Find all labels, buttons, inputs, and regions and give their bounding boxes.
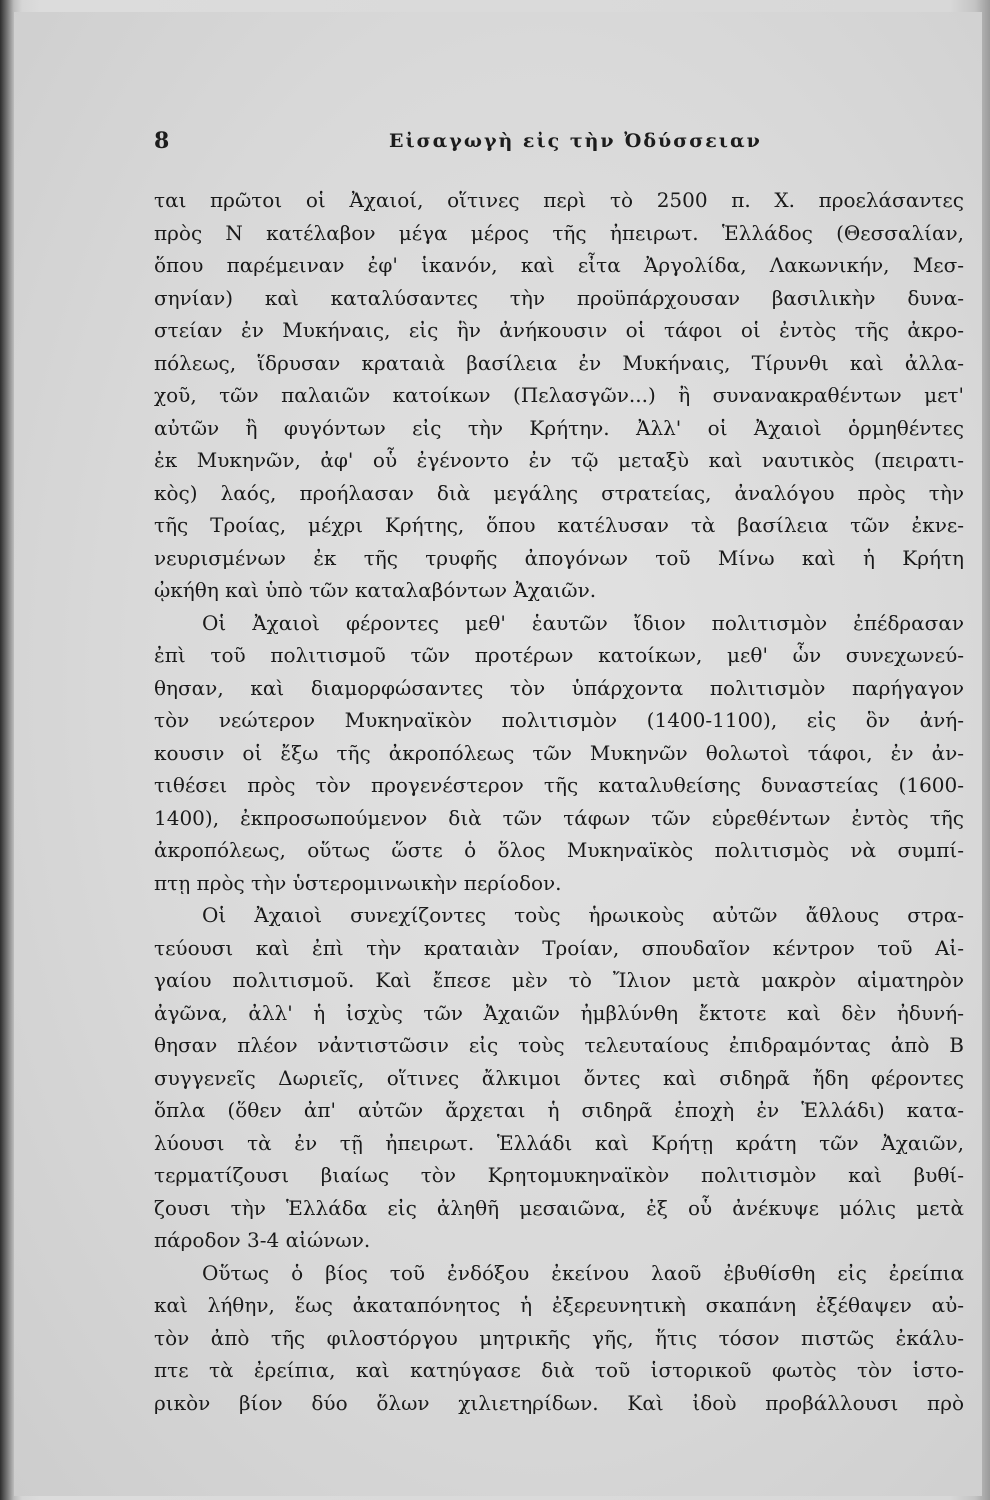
text-line: τὸν ἀπὸ τῆς φιλοστόργου μητρικῆς γῆς, ἥτις τόσον πιστῶς ἐκάλυ-	[154, 1325, 964, 1350]
body-text	[154, 184, 964, 1419]
text-line: σηνίαν) καὶ καταλύσαντες τὴν προϋπάρχουσαν βασιλικὴν δυνα-	[154, 285, 964, 310]
text-line: πτῃ πρὸς τὴν ὑστερομινωικὴν περίοδον.	[154, 870, 562, 895]
text-line: ἀγῶνα, ἀλλ' ἡ ἰσχὺς τῶν Ἀχαιῶν ἠμβλύνθη ἔκτοτε καὶ δὲν ἠδυνή-	[154, 1000, 964, 1025]
text-line: πόλεως, ἵδρυσαν κραταιὰ βασίλεια ἐν Μυκήναις, Τίρυνθι καὶ ἀλλα-	[154, 350, 964, 375]
text-line: ὅπλα (ὅθεν ἀπ' αὐτῶν ἄρχεται ἡ σιδηρᾶ ἐποχὴ ἐν Ἑλλάδι) κατα-	[154, 1098, 964, 1122]
text-line: ἐπὶ τοῦ πολιτισμοῦ τῶν προτέρων κατοίκων, μεθ' ὧν συνεχωνεύ-	[154, 643, 964, 667]
text-line: τιθέσει πρὸς τὸν προγενέστερον τῆς καταλυθείσης δυναστείας (1600-	[154, 773, 964, 797]
book-page	[14, 12, 982, 1496]
page-number: 8	[154, 128, 170, 154]
text-line: ᾠκήθη καὶ ὑπὸ τῶν καταλαβόντων Ἀχαιῶν.	[154, 578, 597, 602]
text-line: τῆς Τροίας, μέχρι Κρήτης, ὅπου κατέλυσαν τὰ βασίλεια τῶν ἐκνε-	[154, 513, 964, 537]
text-line: συγγενεῖς Δωριεῖς, οἵτινες ἄλκιμοι ὄντες καὶ σιδηρᾶ ἤδη φέροντες	[154, 1065, 964, 1090]
text-line: λύουσι τὰ ἐν τῇ ἠπειρωτ. Ἑλλάδι καὶ Κρήτῃ κράτη τῶν Ἀχαιῶν,	[154, 1130, 964, 1155]
text-line: ἐκ Μυκηνῶν, ἀφ' οὗ ἐγένοντο ἐν τῷ μεταξὺ καὶ ναυτικὸς (πειρατι-	[154, 448, 964, 472]
text-line: καὶ λήθην, ἕως ἀκαταπόνητος ἡ ἐξερευνητικὴ σκαπάνη ἐξέθαψεν αὐ-	[154, 1293, 964, 1317]
page-header	[154, 128, 954, 158]
text-line: ἀκροπόλεως, οὕτως ὥστε ὁ ὅλος Μυκηναϊκὸς πολιτισμὸς νὰ συμπί-	[154, 838, 964, 862]
text-line: θησαν, καὶ διαμορφώσαντες τὸν ὑπάρχοντα πολιτισμὸν παρήγαγον	[154, 675, 964, 700]
text-line: αὐτῶν ἢ φυγόντων εἰς τὴν Κρήτην. Ἀλλ' οἱ Ἀχαιοὶ ὁρμηθέντες	[154, 415, 964, 440]
text-line: ρικὸν βίον δύο ὅλων χιλιετηρίδων. Καὶ ἰδοὺ προβάλλουσι πρὸ	[154, 1390, 964, 1415]
text-line: 1400), ἐκπροσωπούμενον διὰ τῶν τάφων τῶν εὑρεθέντων ἐντὸς τῆς	[154, 805, 964, 830]
text-line: Οἱ Ἀχαιοὶ συνεχίζοντες τοὺς ἡρωικοὺς αὐτῶν ἄθλους στρα-	[202, 903, 964, 927]
text-line: θησαν πλέον νἀντιστῶσιν εἰς τοὺς τελευταίους ἐπιδραμόντας ἀπὸ Β	[154, 1033, 964, 1057]
text-line: πτε τὰ ἐρείπια, καὶ κατηύγασε διὰ τοῦ ἱστορικοῦ φωτὸς τὸν ἱστο-	[154, 1358, 964, 1382]
text-line: πάροδον 3-4 αἰώνων.	[154, 1228, 371, 1252]
text-line: Οἱ Ἀχαιοὶ φέροντες μεθ' ἑαυτῶν ἴδιον πολιτισμὸν ἐπέδρασαν	[202, 610, 964, 635]
text-line: ται πρῶτοι οἱ Ἀχαιοί, οἵτινες περὶ τὸ 2500 π. Χ. προελάσαντες	[154, 188, 964, 212]
text-line: τερματίζουσι βιαίως τὸν Κρητομυκηναϊκὸν πολιτισμὸν καὶ βυθί-	[154, 1163, 964, 1187]
text-line: πρὸς Ν κατέλαβον μέγα μέρος τῆς ἠπειρωτ. Ἑλλάδος (Θεσσαλίαν,	[154, 220, 964, 245]
text-line: γαίου πολιτισμοῦ. Καὶ ἔπεσε μὲν τὸ Ἴλιον μετὰ μακρὸν αἱματηρὸν	[154, 968, 964, 992]
text-line: τὸν νεώτερον Μυκηναϊκὸν πολιτισμὸν (1400-1100), εἰς ὃν ἀνή-	[154, 708, 964, 732]
text-line: ζουσι τὴν Ἑλλάδα εἰς ἀληθῆ μεσαιῶνα, ἐξ οὗ ἀνέκυψε μόλις μετὰ	[154, 1195, 964, 1220]
text-line: ὅπου παρέμειναν ἐφ' ἱκανόν, καὶ εἶτα Ἀργολίδα, Λακωνικήν, Μεσ-	[154, 253, 964, 277]
text-line: τεύουσι καὶ ἐπὶ τὴν κραταιὰν Τροίαν, σπουδαῖον κέντρον τοῦ Αἰ-	[154, 935, 964, 960]
text-line: κουσιν οἱ ἔξω τῆς ἀκροπόλεως τῶν Μυκηνῶν θολωτοὶ τάφοι, ἐν ἀν-	[154, 740, 964, 765]
text-line: νευρισμένων ἐκ τῆς τρυφῆς ἀπογόνων τοῦ Μίνω καὶ ἡ Κρήτη	[154, 545, 964, 570]
text-line: στείαν ἐν Μυκήναις, εἰς ἣν ἀνήκουσιν οἱ τάφοι οἱ ἐντὸς τῆς ἀκρο-	[154, 318, 964, 342]
text-line: κὸς) λαός, προήλασαν διὰ μεγάλης στρατείας, ἀναλόγου πρὸς τὴν	[154, 480, 964, 505]
text-line: χοῦ, τῶν παλαιῶν κατοίκων (Πελασγῶν...) ἢ συνανακραθέντων μετ'	[154, 383, 964, 407]
running-title: Εἰσαγωγὴ εἰς τὴν Ὀδύσσειαν	[389, 130, 762, 152]
text-line: Οὕτως ὁ βίος τοῦ ἐνδόξου ἐκείνου λαοῦ ἐβυθίσθη εἰς ἐρείπια	[202, 1260, 964, 1285]
